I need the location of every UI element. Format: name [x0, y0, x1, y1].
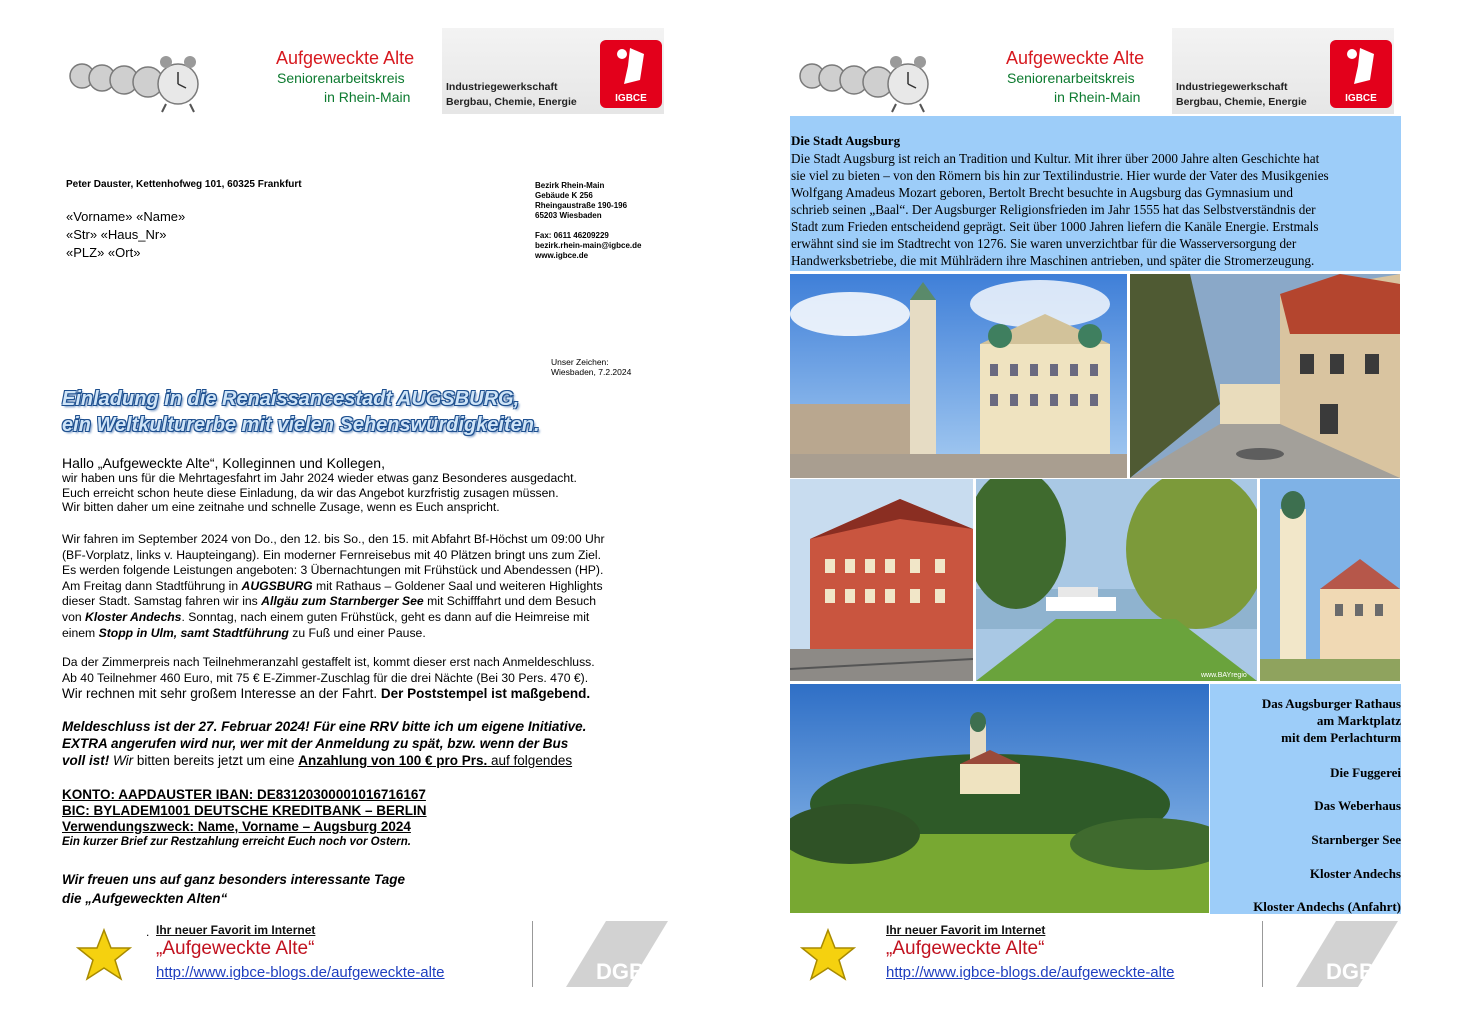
photo-fuggerei [1130, 274, 1400, 478]
bank-account: KONTO: AAPDAUSTER IBAN: DE83120300001016716167 [62, 787, 426, 802]
reference-block [551, 357, 631, 377]
bezirk-line: 65203 Wiesbaden [535, 211, 602, 220]
letter-header [66, 28, 666, 118]
title-line-2: ein Weltkulturerbe mit vielen Sehenswürdigkeiten. [62, 414, 540, 436]
footer-url[interactable]: http://www.igbce-blogs.de/aufgeweckte-alte [886, 964, 1175, 981]
igbce-box [442, 28, 664, 114]
photo-rathaus [790, 274, 1127, 478]
dgb-text: DGB [596, 959, 645, 984]
recipient-line-3: «PLZ» «Ort» [66, 245, 141, 260]
text-line: Die Stadt Augsburg ist reich an Tradition und Kultur. Mit ihrer über 2000 Jahre alten Geschichte hat [791, 151, 1320, 166]
igbce-box [1172, 28, 1394, 114]
poststamp-note: Der Poststempel ist maßgebend. [380, 686, 591, 702]
highlight-augsburg: AUGSBURG [241, 578, 313, 593]
city-text [791, 150, 1329, 269]
reference-date: Wiesbaden, 7.2.2024 [551, 367, 632, 377]
igbce-logo [600, 40, 662, 108]
closing-line-2: die „Aufgeweckten Alten“ [62, 891, 228, 906]
bezirk-line: Rheingaustraße 190-196 [535, 201, 628, 210]
text-line: Wolfgang Amadeus Mozart geboren, Bertolt Brecht besuchte in Augsburg das Gymnasium und [791, 185, 1293, 200]
city-description-box [790, 116, 1401, 271]
intro-paragraph [62, 471, 577, 515]
recipient-line-1: «Vorname» «Name» [66, 209, 186, 224]
photo-starnberger-see [976, 479, 1257, 681]
closing-line-1: Wir freuen uns auf ganz besonders interessante Tage [62, 872, 405, 887]
bank-bic: BIC: BYLADEM1001 DEUTSCHE KREDITBANK – BERLIN [62, 803, 427, 818]
text-line: Ab 40 Teilnehmer 460 Euro, mit 75 € E-Zimmer-Zuschlag für die drei Nächte (Bei 30 Pers. 470 €). [62, 670, 589, 685]
footer-favorite: Ihr neuer Favorit im Internet [156, 923, 316, 937]
igbce-logo-label: IGBCE [1345, 93, 1377, 104]
caption-fuggerei: Die Fuggerei [1330, 765, 1401, 780]
text-line: Meldeschluss ist der 27. Februar 2024! Für eine RRV bitte ich um eigene Initiative. [62, 719, 587, 734]
text-line: (BF-Vorplatz, links v. Haupteingang). Ein moderner Fernreisebus mit 40 Plätzen bringt uns zum Ziel. [62, 547, 601, 562]
footer-favorite: Ihr neuer Favorit im Internet [886, 923, 1046, 937]
city-footer [792, 921, 1402, 987]
dgb-text: DGB [1326, 959, 1375, 984]
brand-subtitle-1: Seniorenarbeitskreis [1007, 70, 1135, 86]
brand-subtitle-2: in Rhein-Main [1054, 89, 1141, 105]
dgb-logo [1296, 921, 1398, 987]
highlight-andechs: Kloster Andechs [85, 609, 182, 624]
text-line: Wir fahren im September 2024 von Do., den 12. bis So., den 15. mit Abfahrt Bf-Höchst um 09:00 Uhr [62, 532, 605, 546]
caption-weberhaus: Das Weberhaus [1314, 798, 1401, 813]
text-line: schrieb seinen „Baal“. Der Augsburger Religionsfrieden im Jahr 1555 hat das Selbstverständnis der [791, 202, 1316, 217]
reference-label: Unser Zeichen: [551, 357, 609, 367]
brand-title: Aufgeweckte Alte [1006, 48, 1145, 68]
recipient-address [66, 208, 185, 262]
text-line: Wir rechnen mit sehr großem Interesse an der Fahrt. Der Poststempel ist maßgebend. [62, 686, 591, 702]
igbce-symbol-icon [600, 40, 662, 90]
text-line: Es werden folgende Leistungen angeboten: 3 Übernachtungen mit Frühstück und Abendessen (HP). [62, 563, 604, 578]
photo-credit: www.BAYregio [1201, 672, 1247, 679]
text-line: Am Freitag dann Stadtführung in AUGSBURG mit Rathaus – Goldener Saal und weiteren Highlights [62, 578, 603, 593]
highlight-allgaeu: Allgäu zum Starnberger See [261, 594, 424, 609]
trip-paragraph [62, 532, 605, 641]
igbce-logo-label: IGBCE [615, 93, 647, 104]
star-icon [76, 927, 132, 983]
text-line: EXTRA angerufen wird nur, wer mit der Anmeldung zu spät, bzw. wenn der Bus [62, 736, 569, 751]
text-line: dieser Stadt. Samstag fahren wir ins Allgäu zum Starnberger See mit Schifffahrt und dem Besuch [62, 594, 596, 609]
text-line: erwähnt sind sie im Stadtrecht von 1276. Sie waren unverzichtbar für die Wasserversorgung der [791, 236, 1297, 251]
letter-footer [62, 921, 672, 987]
dgb-logo [566, 921, 668, 987]
photo-kloster-andechs [1260, 479, 1400, 681]
footer-divider [532, 921, 533, 987]
brand-title: Aufgeweckte Alte [276, 48, 415, 68]
footer-divider [1262, 921, 1263, 987]
bezirk-line: Bezirk Rhein-Main [535, 181, 605, 190]
restpayment-note: Ein kurzer Brief zur Restzahlung erreicht Euch noch vor Ostern. [62, 836, 411, 848]
photo-weberhaus [790, 479, 973, 681]
bezirk-address [535, 181, 642, 261]
igbce-symbol-icon [1330, 40, 1392, 90]
footer-url[interactable]: http://www.igbce-blogs.de/aufgeweckte-alte [156, 964, 445, 981]
caption-rathaus: Das Augsburger Rathaus am Marktplatz mit dem Perlachturm [1261, 696, 1401, 745]
bezirk-line: Gebäude K 256 [535, 191, 593, 200]
city-header [796, 28, 1396, 118]
bank-details [62, 787, 427, 849]
text-line: von Kloster Andechs. Sonntag, nach einem guten Frühstück, geht es dann auf die Heimreise mit [62, 609, 590, 624]
alarm-clocks-logo [66, 40, 216, 114]
bezirk-line [535, 221, 642, 231]
text-line: Wir bitten daher um eine zeitnahe und schnelle Zusage, wenn es Euch anspricht. [62, 500, 500, 514]
title-line-1: Einladung in die Renaissancestadt AUGSBURG, [62, 388, 520, 410]
brand-subtitle-1: Seniorenarbeitskreis [277, 70, 405, 86]
photo-andechs-landscape [790, 684, 1209, 913]
union-name-2: Bergbau, Chemie, Energie [1176, 96, 1307, 108]
invitation-title [62, 386, 540, 438]
highlight-ulm: Stopp in Ulm, samt Stadtführung [98, 625, 289, 640]
city-page [730, 0, 1460, 1033]
text-line: voll ist! Wir bitten bereits jetzt um eine Anzahlung von 100 € pro Prs. auf folgendes [62, 753, 573, 768]
text-line: einem Stopp in Ulm, samt Stadtführung zu Fuß und einer Pause. [62, 625, 426, 640]
brand-subtitle-2: in Rhein-Main [324, 89, 411, 105]
star-icon [800, 927, 856, 983]
bezirk-fax: Fax: 0611 46209229 [535, 231, 609, 240]
deposit-note: Anzahlung von 100 € pro Prs. [298, 753, 488, 768]
text-line: Euch erreicht schon heute diese Einladung, da wir das Angebot kurzfristig zusagen müssen. [62, 485, 559, 500]
caption-andechs-anfahrt: Kloster Andechs (Anfahrt) [1253, 899, 1401, 914]
footer-blog-name: „Aufgeweckte Alte“ [156, 938, 315, 959]
text-line: sie viel zu bieten – von den Römern bis hin zur Textilindustrie. Hier wurde der Vater des Musikgenies [791, 168, 1329, 183]
union-name-1: Industriegewerkschaft [1176, 81, 1288, 93]
text-line: Handwerksbetriebe, die mit Mühlrädern ihre Maschinen antrieben, und später die Stromerzeugung. [791, 253, 1315, 268]
text-line: wir haben uns für die Mehrtagesfahrt im Jahr 2024 wieder etwas ganz Besonderes ausgedacht. [62, 471, 577, 485]
bank-reference: Verwendungszweck: Name, Vorname – Augsburg 2024 [62, 819, 411, 834]
bezirk-web[interactable]: www.igbce.de [535, 251, 589, 260]
greeting: Hallo „Aufgeweckte Alte“, Kolleginnen und Kollegen, [62, 455, 385, 471]
city-heading: Die Stadt Augsburg [791, 133, 901, 148]
deadline-paragraph [62, 718, 586, 769]
footer-blog-name: „Aufgeweckte Alte“ [886, 938, 1045, 959]
igbce-logo [1330, 40, 1392, 108]
text-line: Da der Zimmerpreis nach Teilnehmeranzahl gestaffelt ist, kommt dieser erst nach Anmeldeschluss. [62, 655, 595, 669]
sender-line: Peter Dauster, Kettenhofweg 101, 60325 Frankfurt [66, 179, 302, 190]
price-paragraph [62, 655, 595, 702]
captions-box [1210, 684, 1401, 914]
bezirk-email[interactable]: bezirk.rhein-main@igbce.de [535, 241, 642, 250]
footer-dot: . [146, 925, 150, 939]
caption-starnberger-see: Starnberger See [1311, 832, 1401, 847]
text-line: Stadt zum Frieden entscheidend geprägt. Seit über 1000 Jahren liefern die Kanäle Energie. Erstmals [791, 219, 1319, 234]
closing [62, 870, 405, 908]
recipient-line-2: «Str» «Haus_Nr» [66, 227, 167, 242]
caption-kloster-andechs: Kloster Andechs [1309, 866, 1401, 881]
union-name-1: Industriegewerkschaft [446, 81, 558, 93]
alarm-clocks-logo [796, 40, 946, 114]
union-name-2: Bergbau, Chemie, Energie [446, 96, 577, 108]
